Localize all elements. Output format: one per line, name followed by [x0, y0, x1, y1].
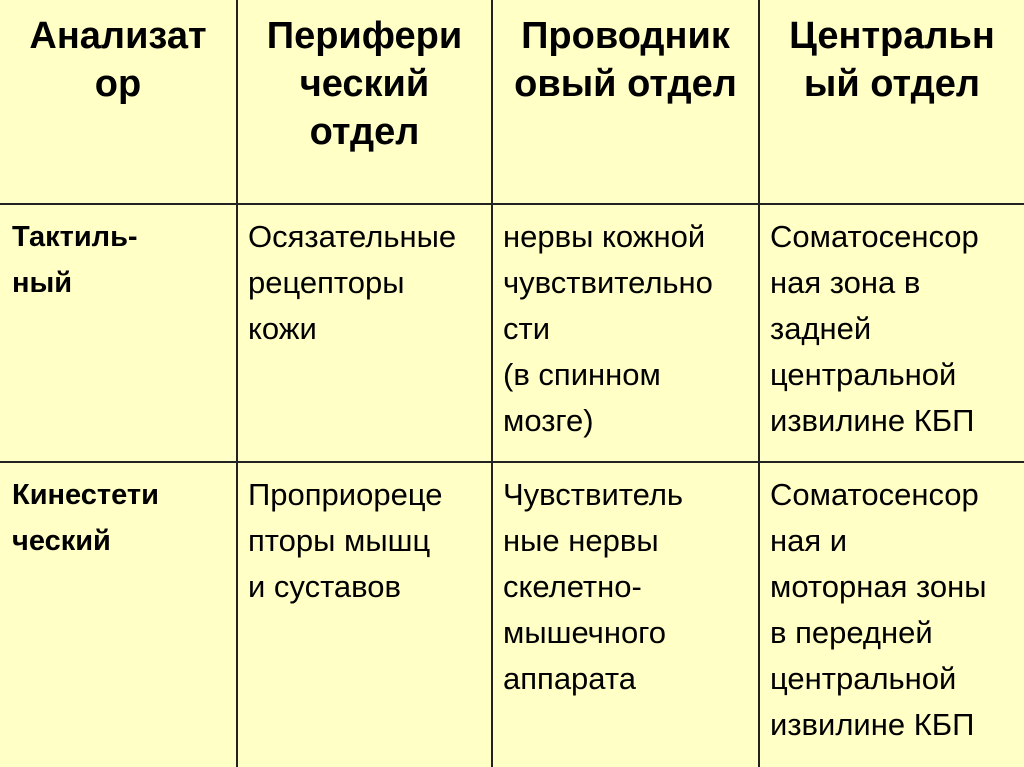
row-tactile-peripheral: Осязательные рецепторы кожи [248, 219, 457, 346]
header-peripheral: Перифери ческий отдел [266, 15, 463, 153]
row-kinesthetic-conductive: Чувствитель ные нервы скелетно- мышечного аппарата [503, 477, 684, 696]
row-kinesthetic-peripheral: Проприореце пторы мышц и суставов [248, 477, 443, 604]
row-tactile-conductive: нервы кожной чувствительно сти (в спинном мозге) [503, 219, 713, 438]
row-tactile-central: Соматосенсор ная зона в задней центральной извилине КБП [770, 219, 979, 438]
grid-line [0, 203, 1024, 205]
header-central: Центральн ый отдел [789, 15, 995, 105]
header-analyzer: Анализат ор [29, 15, 207, 105]
grid-line [758, 0, 760, 767]
row-name-tactile: Тактиль- ный [12, 221, 138, 299]
row-name-kinesthetic: Кинестети ческий [12, 479, 159, 557]
grid-line [491, 0, 493, 767]
grid-line [0, 461, 1024, 463]
row-kinesthetic-central: Соматосенсор ная и моторная зоны в передней центральной извилине КБП [770, 477, 987, 742]
header-conductive: Проводник овый отдел [514, 15, 737, 105]
